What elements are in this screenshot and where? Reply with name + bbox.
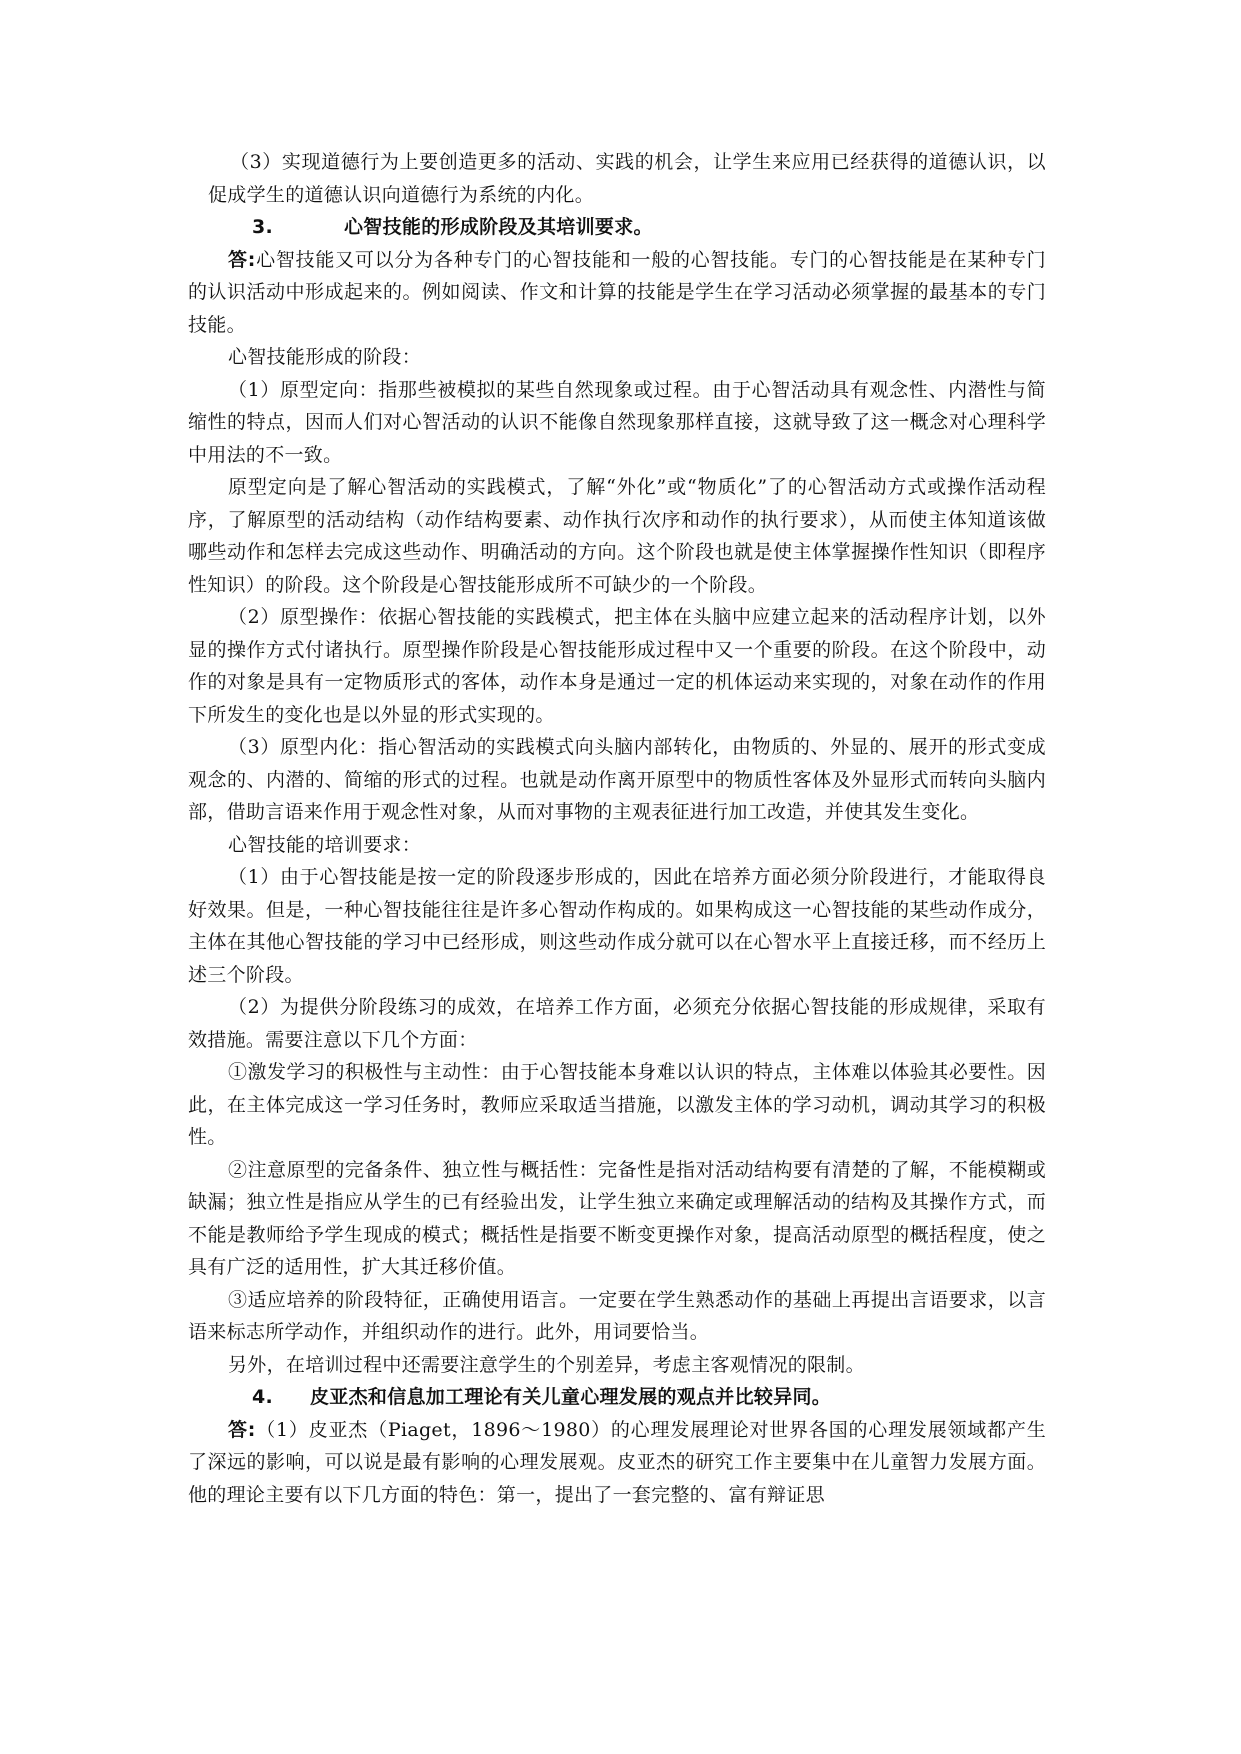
question-4-number: 4. [252,1386,274,1408]
training-point-2: ②注意原型的完备条件、独立性与概括性：完备性是指对活动结构要有清楚的了解，不能模糊或缺漏；独立性是指应从学生的已有经验出发，让学生独立来确定或理解活动的结构及其操作方式，而不能是教师给予学生现成的模式；概括性是指要不断变更操作对象，提高活动原型的概括程度，使之具有广泛的适用性，扩大其迁移价值。 [188,1158,1046,1278]
training-point-3: ③适应培养的阶段特征，正确使用语言。一定要在学生熟悉动作的基础上再提出言语要求，以言语来标志所学动作，并组织动作的进行。此外，用词要恰当。 [188,1288,1046,1343]
question-3-answer [188,244,1046,342]
training-heading: 心智技能的培训要求： [228,833,422,856]
question-3-title: 心智技能的形成阶段及其培训要求。 [344,216,653,238]
stages-heading: 心智技能形成的阶段： [228,346,422,368]
question-4-answer [188,1414,1046,1512]
stage-2-paragraph: （2）原型操作：依据心智技能的实践模式，把主体在头脑中应建立起来的活动程序计划，以外显的操作方式付诸执行。原型操作阶段是心智技能形成过程中又一个重要的阶段。在这个阶段中，动作的对象是具有一定物质形式的客体，动作本身是通过一定的机体运动来实现的，对象在动作的作用下所发生的变化也是以外显的形式实现的。 [188,606,1046,726]
training-1-paragraph: （1）由于心智技能是按一定的阶段逐步形成的，因此在培养方面必须分阶段进行，才能取得良好效果。但是，一种心智技能往往是许多心智动作构成的。如果构成这一心智技能的某些动作成分，主体在其他心智技能的学习中已经形成，则这些动作成分就可以在心智水平上直接迁移，而不经历上述三个阶段。 [188,866,1046,986]
training-extra-paragraph: 另外，在培训过程中还需要注意学生的个别差异，考虑主客观情况的限制。 [228,1353,865,1376]
question-4-heading [188,1381,1046,1414]
question-3-answer-text: 心智技能又可以分为各种专门的心智技能和一般的心智技能。专门的心智技能是在某种专门的认识活动中形成起来的。例如阅读、作文和计算的技能是学生在学习活动必须掌握的最基本的专门技能。 [188,248,1046,336]
training-2-paragraph: （2）为提供分阶段练习的成效，在培养工作方面，必须充分依据心智技能的形成规律，采取有效措施。需要注意以下几个方面： [188,996,1046,1051]
stage-1-paragraph: （1）原型定向：指那些被模拟的某些自然现象或过程。由于心智活动具有观念性、内潜性与简缩性的特点，因而人们对心智活动的认识不能像自然现象那样直接，这就导致了这一概念对心理科学中用法的不一致。 [188,378,1046,466]
paragraph-moral-behavior: （3）实现道德行为上要创造更多的活动、实践的机会，让学生来应用已经获得的道德认识，以促成学生的道德认识向道德行为系统的内化。 [208,151,1046,206]
question-4-title: 皮亚杰和信息加工理论有关儿童心理发展的观点并比较异同。 [310,1386,832,1408]
answer-label: 答: [228,1418,256,1441]
question-3-number: 3. [252,216,274,238]
question-3-heading [188,211,1046,244]
training-point-1: ①激发学习的积极性与主动性：由于心智技能本身难以认识的特点，主体难以体验其必要性。因此，在主体完成这一学习任务时，教师应采取适当措施，以激发主体的学习动机，调动其学习的积极性。 [188,1061,1046,1148]
stage-3-paragraph: （3）原型内化：指心智活动的实践模式向头脑内部转化，由物质的、外显的、展开的形式变成观念的、内潜的、简缩的形式的过程。也就是动作离开原型中的物质性客体及外显形式而转向头脑内部，借助言语来作用于观念性对象，从而对事物的主观表征进行加工改造，并使其发生变化。 [188,736,1046,823]
question-4-answer-text: （1）皮亚杰（Piaget，1896～1980）的心理发展理论对世界各国的心理发展领域都产生了深远的影响，可以说是最有影响的心理发展观。皮亚杰的研究工作主要集中在儿童智力发展方面。他的理论主要有以下几方面的特色：第一，提出了一套完整的、富有辩证思 [188,1418,1046,1506]
document-page [188,146,1046,1511]
stage-1-detail-paragraph: 原型定向是了解心智活动的实践模式，了解“外化”或“物质化”了的心智活动方式或操作活动程序，了解原型的活动结构（动作结构要素、动作执行次序和动作的执行要求），从而使主体知道该做哪些动作和怎样去完成这些动作、明确活动的方向。这个阶段也就是使主体掌握操作性知识（即程序性知识）的阶段。这个阶段是心智技能形成所不可缺少的一个阶段。 [188,476,1046,596]
answer-label: 答: [228,248,256,271]
